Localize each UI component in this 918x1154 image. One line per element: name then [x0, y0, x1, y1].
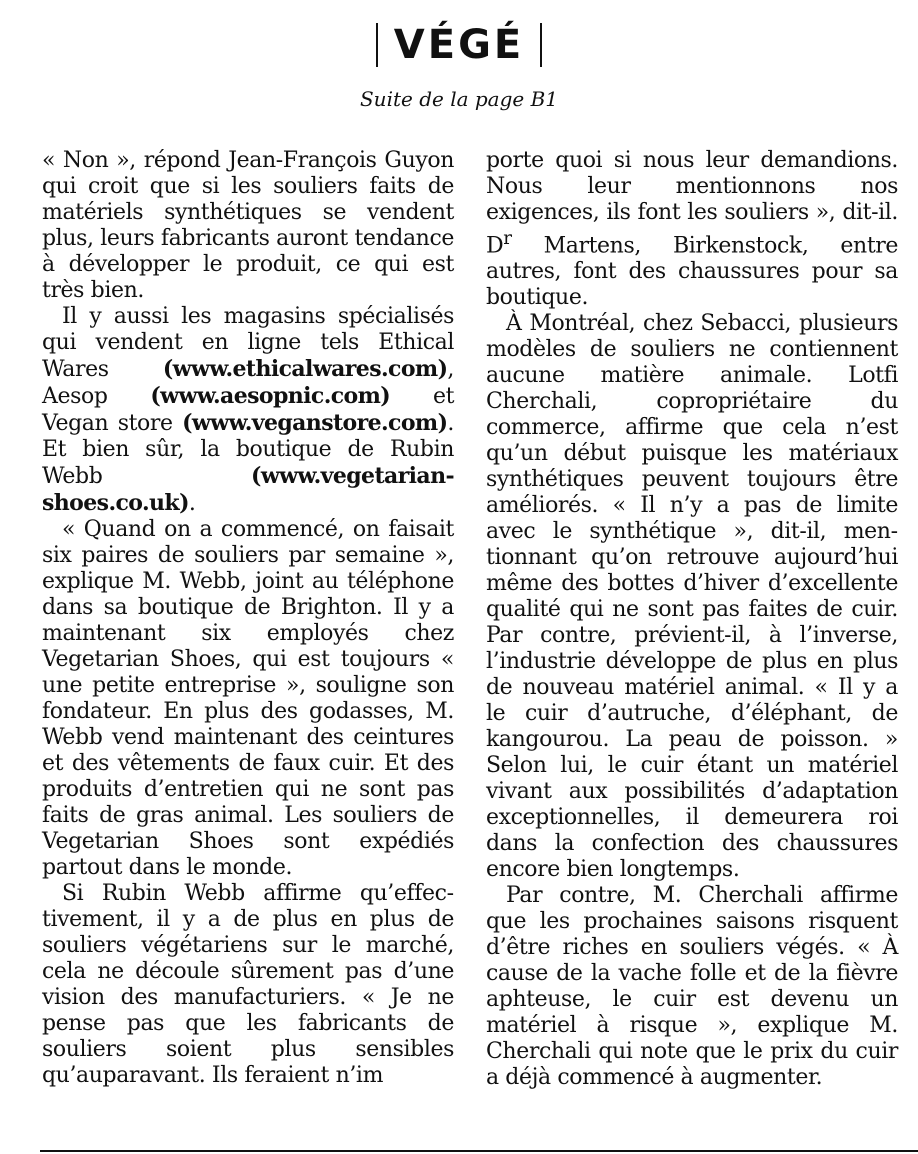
paragraph: « Non », répond Jean-François Guyon qui croit que si les souliers faits de matériels synthétiques se vendent plus, leurs fabricants auront tendance à développer le produit, ce qui est très bien.: [42, 148, 454, 303]
article-column-left: [42, 148, 454, 1089]
continued-from-label: Suite de la page B1: [359, 87, 559, 111]
url-vegetarian-shoes: (www.vegetarian-shoes.co.uk): [42, 463, 454, 516]
bottom-rule: [40, 1150, 918, 1152]
section-header: [0, 18, 918, 72]
paragraph-with-links: [42, 304, 454, 517]
paragraph-continued: [486, 148, 898, 311]
header-left-rule: [376, 23, 378, 67]
paragraph: Par contre, M. Cherchali affirme que les prochaines saisons risquent d’être riches en souliers végés. « À cause de la vache folle et de la fièvre aphteuse, le cuir est devenu un matériel à risque », explique M. Cherchali qui note que le prix du cuir a déjà commencé à augmenter.: [486, 883, 898, 1091]
paragraph: « Quand on a commencé, on faisait six paires de souliers par semaine », explique M. Webb, joint au téléphone dans sa boutique de Brighton. Il y a maintenant six employés chez Vegetarian Shoes, qui est toujours « une petite entreprise », souligne son fondateur. En plus des godasses, M. Webb vend maintenant des ceintures et des vêtements de faux cuir. Et des produits d’entretien qui ne sont pas faits de gras animal. Les souliers de Vegetarian Shoes sont expédiés partout dans le monde.: [42, 517, 454, 880]
section-title: VÉGÉ: [393, 22, 525, 68]
paragraph: Si Rubin Webb affirme qu’effectivement, il y a de plus en plus de souliers végétariens sur le marché, cela ne découle sûrement pas d’une vision des manufacturiers. « Je ne pense pas que les fabricants de souliers soient plus sensibles qu’auparavant. Ils feraient n’im: [42, 881, 454, 1088]
text-run: et Vegan store: [42, 384, 455, 436]
text-run: , Aesop: [42, 357, 454, 409]
text-run: . Et bien sûr, la boutique de Rubin Webb: [42, 411, 455, 489]
text-run: Martens, Birkenstock, entre autres, font des chaussures pour sa boutique.: [486, 233, 898, 311]
url-aesopnic: (www.aesopnic.com): [150, 383, 391, 409]
url-ethicalwares: (www.ethicalwares.com): [162, 356, 448, 382]
paragraph: À Montréal, chez Sebacci, plusieurs modèles de souliers ne contiennent aucune matière animale. Lotfi Cherchali, copropriétaire du commerce, affirme que cela n’est qu’un début puisque les matériaux synthétiques peuvent toujours être améliorés. « Il n’y a pas de limite avec le synthétique », dit-il, mentionnant qu’on retrouve aujourd’hui même des bottes d’hiver d’excellente qualité qui ne sont pas faites de cuir. Par contre, prévient-il, à l’inverse, l’industrie développe de plus en plus de nouveau matériel animal. « Il y a le cuir d’autruche, d’éléphant, de kangourou. La peau de poisson. » Selon lui, le cuir étant un matériel vivant aux possibilités d’adaptation exceptionnelles, il demeurera roi dans la confection des chaussures encore bien longtemps.: [486, 311, 898, 883]
text-run: .: [188, 491, 196, 516]
superscript: r: [503, 228, 512, 249]
text-run: Il y aussi les magasins spécialisés qui vendent en ligne tels Ethical Wares: [42, 304, 454, 382]
text-run: porte quoi si nous leur demandions. Nous leur mentionnons nos exigences, ils font les souliers », dit-il. D: [486, 148, 898, 259]
article-column-right: [486, 148, 898, 1091]
header-right-rule: [540, 23, 542, 67]
url-veganstore: (www.veganstore.com): [182, 410, 448, 436]
